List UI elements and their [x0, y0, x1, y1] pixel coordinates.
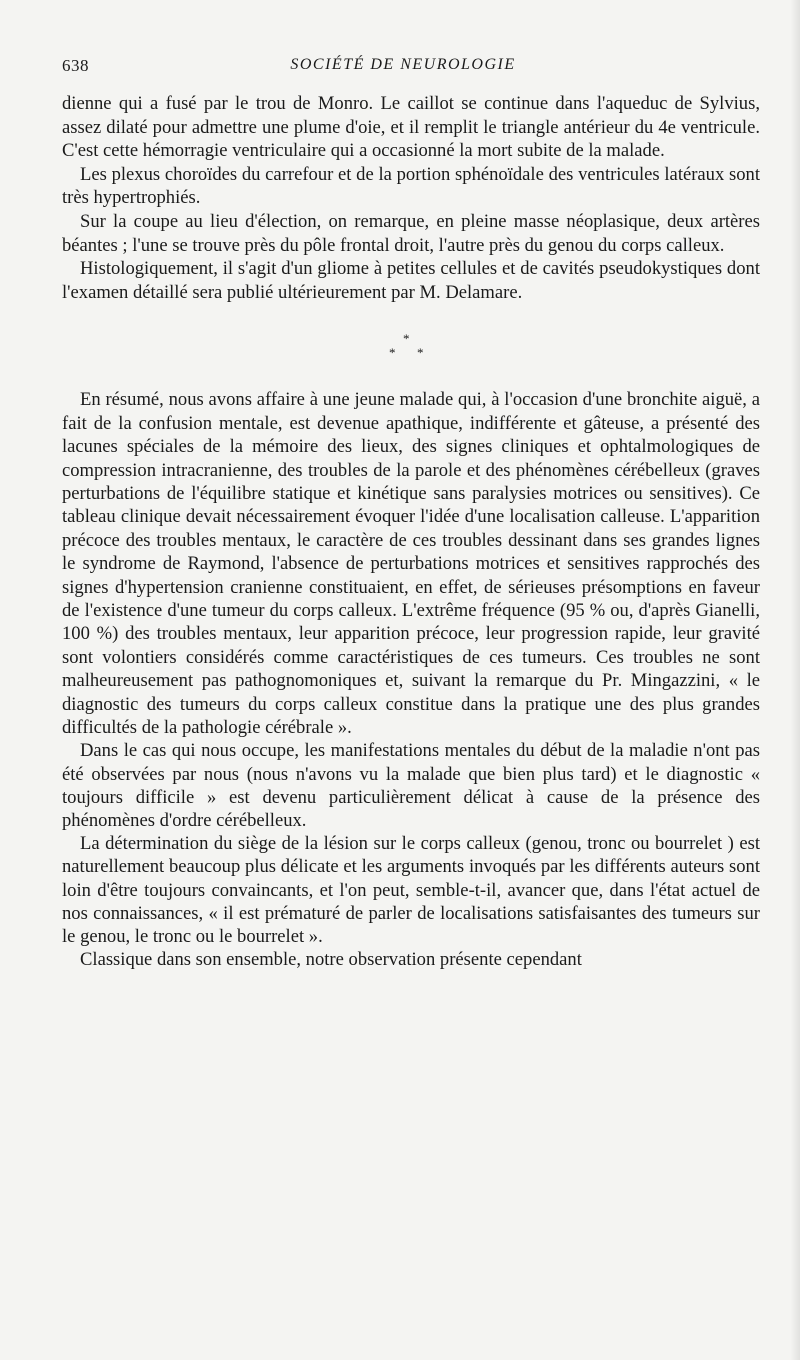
- autopsy-findings-section: [62, 92, 760, 304]
- asterism-divider: [62, 310, 760, 380]
- paragraph-4: Histologiquement, il s'agit d'un gliome à petites cellules et de cavités pseudokystiques dont l'examen détaillé sera publié ultérieurement par M. Delamare.: [62, 258, 760, 303]
- paragraph-3: Sur la coupe au lieu d'élection, on remarque, en pleine masse néoplasique, deux artères béantes ; l'une se trouve près du pôle frontal droit, l'autre près du genou du corps calleux.: [62, 210, 760, 256]
- running-title: SOCIÉTÉ DE NEUROLOGIE: [290, 56, 516, 73]
- summary-section: [62, 388, 760, 739]
- page-number: 638: [62, 56, 89, 75]
- paragraph-1: dienne qui a fusé par le trou de Monro. Le caillot se continue dans l'aqueduc de Sylvius, assez dilaté pour admettre une plume d'oie, et il remplit le triangle antérieur du 4e ventricule. C'est cette hémorragie ventriculaire qui a occasionné la mort subite de la malade.: [62, 93, 760, 162]
- asterism-star-left: *: [389, 345, 396, 361]
- paragraph-7: La détermination du siège de la lésion sur le corps calleux (genou, tronc ou bourrelet ) est naturellement beaucoup plus délicate et les arguments invoqués par les différents auteurs sont loin d'être toujours convaincants, et l'on peut, semble-t-il, avancer que, dans l'état actuel de nos connaissances, « il est prématuré de parler de localisations satisfaisantes des tumeurs sur le genou, le tronc ou le bourrelet ».: [62, 833, 760, 948]
- paragraph-5: En résumé, nous avons affaire à une jeune malade qui, à l'occasion d'une bronchite aiguë, a fait de la confusion mentale, est devenue apathique, indifférente et gâteuse, a présenté des lacunes spéciales de la mémoire des lieux, des signes cliniques et ophtalmologiques de compression intracranienne, des troubles de la parole et des phénomènes cérébelleux (graves perturbations de l'équilibre statique et kinétique sans paralysies motrices ou sensitives). Ce tableau clinique devait nécessairement évoquer l'idée d'une localisation calleuse. L'apparition précoce des troubles mentaux, le caractère de ces troubles dessinant dans ses grandes lignes le syndrome de Raymond, l'absence de perturbations motrices et sensitives rapprochés des signes d'hypertension cranienne constituaient, en effet, de sérieuses présomptions en faveur de l'existence d'une tumeur du corps calleux. L'extrême fréquence (95 % ou, d'après Gianelli, 100 %) des troubles mentaux, leur apparition précoce, leur progression rapide, leur gravité sont volontiers considérés comme caractéristiques de ces tumeurs. Ces troubles ne sont malheureusement pas pathognomoniques et, suivant la remarque du Pr. Mingazzini, « le diagnostic des tumeurs du corps calleux constitue dans la pratique une des plus grandes difficultés de la pathologie cérébrale ».: [62, 389, 760, 739]
- paragraph-8: Classique dans son ensemble, notre observation présente cependant: [80, 949, 582, 971]
- discussion-section: [62, 739, 760, 971]
- asterism-star-right: *: [417, 345, 424, 361]
- paragraph-2: Les plexus choroïdes du carrefour et de la portion sphénoïdale des ventricules latéraux sont très hypertrophiés.: [62, 163, 760, 209]
- paragraph-6: Dans le cas qui nous occupe, les manifestations mentales du début de la maladie n'ont pas été observées par nous (nous n'avons vu la malade que bien plus tard) et le diagnostic « toujours difficile » est devenu particulièrement délicat à cause de la présence des phénomènes d'ordre cérébelleux.: [62, 740, 760, 832]
- body-text: [62, 92, 760, 971]
- asterism-star-top: *: [403, 331, 410, 347]
- page-header: [62, 56, 744, 82]
- page-edge-shadow: [790, 0, 800, 1360]
